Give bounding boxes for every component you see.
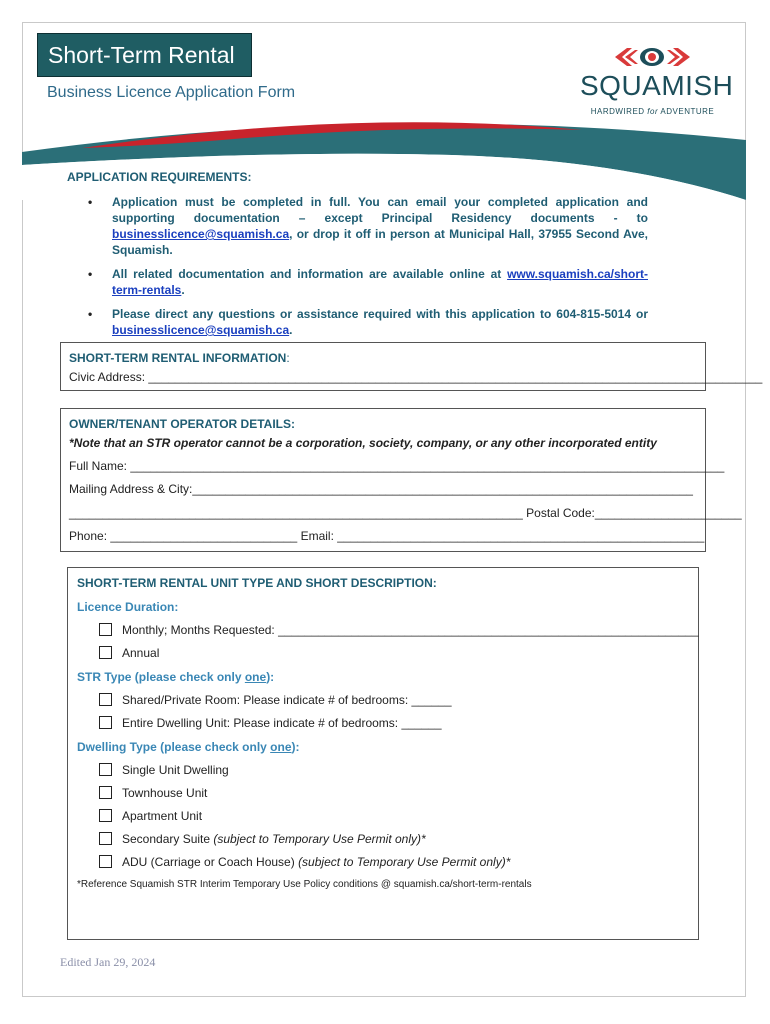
website-link[interactable]: www.squamish.ca/short-term-rentals <box>112 267 648 297</box>
logo-emblem-icon <box>580 44 725 70</box>
requirements-list <box>88 194 648 346</box>
townhouse-label: Townhouse Unit <box>122 786 208 800</box>
apartment-label: Apartment Unit <box>122 809 203 823</box>
apartment-checkbox[interactable] <box>99 809 112 822</box>
annual-checkbox[interactable] <box>99 646 112 659</box>
email-link[interactable]: businesslicence@squamish.ca <box>112 227 290 241</box>
entire-unit-label: Entire Dwelling Unit: Please indicate # of bedrooms: ______ <box>122 716 442 730</box>
squamish-logo <box>580 44 734 120</box>
annual-label: Annual <box>122 646 160 660</box>
townhouse-checkbox[interactable] <box>99 786 112 799</box>
secondary-suite-label: Secondary Suite (subject to Temporary Use Permit only)* <box>122 832 426 846</box>
operator-note: *Note that an STR operator cannot be a corporation, society, company, or any other incorporated entity <box>69 436 657 450</box>
unit-type-heading: SHORT-TERM RENTAL UNIT TYPE AND SHORT DESCRIPTION: <box>77 576 437 590</box>
requirements-title: APPLICATION REQUIREMENTS: <box>67 170 252 184</box>
policy-reference: *Reference Squamish STR Interim Temporary Use Policy conditions @ squamish.ca/short-term-rentals <box>77 879 532 890</box>
secondary-suite-checkbox[interactable] <box>99 832 112 845</box>
email-link[interactable]: businesslicence@squamish.ca <box>112 323 290 337</box>
header-swoosh-graphic <box>22 110 746 200</box>
owner-details-heading: OWNER/TENANT OPERATOR DETAILS: <box>69 417 295 431</box>
str-type-heading: STR Type (please check only one): <box>77 670 275 684</box>
postal-code-field[interactable]: ____________________________________________________________________ Postal Code:______________________ <box>69 506 742 520</box>
logo-wordmark: SQUAMISH <box>580 70 734 101</box>
requirement-item: • Application must be completed in full. You can email your completed application and supporting documentation – except Principal Residency documents - to businesslicence@squamish.ca, or drop it off in person at Municipal Hall, 37955 Second Ave, Squamish. <box>88 194 648 258</box>
requirement-item: • Please direct any questions or assistance required with this application to 604-815-5014 or businesslicence@squamish.ca. <box>88 306 648 338</box>
adu-checkbox[interactable] <box>99 855 112 868</box>
str-info-heading: SHORT-TERM RENTAL INFORMATION: <box>69 351 290 365</box>
monthly-label: Monthly; Months Requested: _______________________________________________________________ <box>122 623 699 637</box>
phone-email-field[interactable]: Phone: ____________________________ Email: _______________________________________________________ <box>69 529 705 543</box>
form-title: Short-Term Rental <box>37 33 252 77</box>
licence-duration-heading: Licence Duration: <box>77 600 179 614</box>
logo-tagline: HARDWIRED for ADVENTURE <box>590 107 715 116</box>
form-subtitle: Business Licence Application Form <box>47 84 296 101</box>
single-unit-label: Single Unit Dwelling <box>122 763 229 777</box>
adu-label: ADU (Carriage or Coach House) (subject to Temporary Use Permit only)* <box>122 855 511 869</box>
dwelling-type-heading: Dwelling Type (please check only one): <box>77 740 300 754</box>
shared-room-checkbox[interactable] <box>99 693 112 706</box>
entire-unit-checkbox[interactable] <box>99 716 112 729</box>
requirement-item: • All related documentation and information are available online at www.squamish.ca/short-term-rentals. <box>88 266 648 298</box>
civic-address-field[interactable]: Civic Address: ____________________________________________________________________________________________ <box>69 370 763 384</box>
single-unit-checkbox[interactable] <box>99 763 112 776</box>
edited-date: Edited Jan 29, 2024 <box>60 955 156 969</box>
full-name-field[interactable]: Full Name: _________________________________________________________________________________________ <box>69 459 725 473</box>
mailing-address-field[interactable]: Mailing Address & City:___________________________________________________________________________ <box>69 482 693 496</box>
shared-room-label: Shared/Private Room: Please indicate # of bedrooms: ______ <box>122 693 452 707</box>
monthly-checkbox[interactable] <box>99 623 112 636</box>
